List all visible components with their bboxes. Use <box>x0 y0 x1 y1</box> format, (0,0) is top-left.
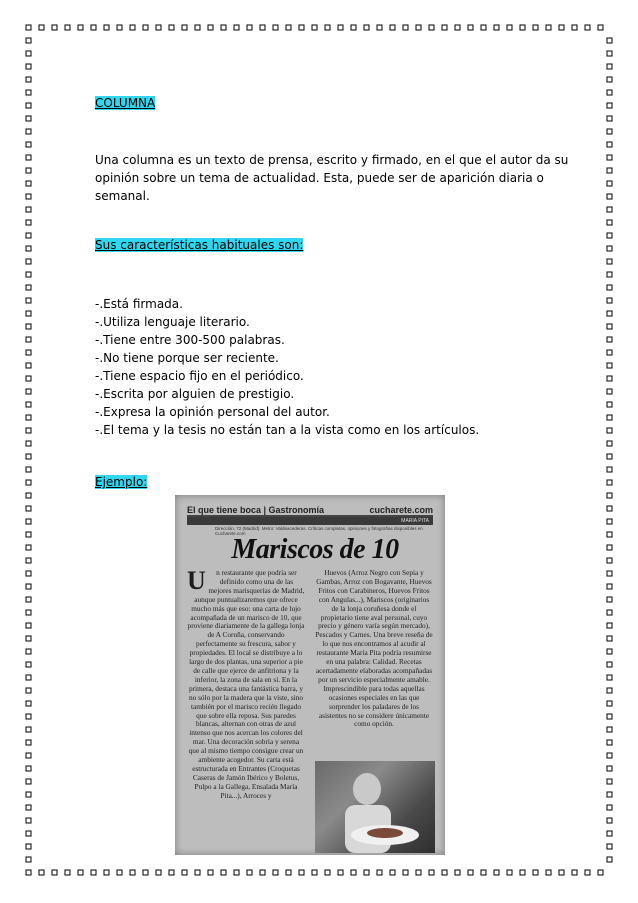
border-square <box>607 597 612 602</box>
border-square <box>26 545 31 550</box>
list-item: -.Tiene espacio fijo en el periódico. <box>95 369 304 383</box>
border-square <box>26 792 31 797</box>
border-square <box>26 454 31 459</box>
border-square <box>208 870 213 875</box>
border-square <box>607 350 612 355</box>
border-square <box>104 870 109 875</box>
border-square <box>26 376 31 381</box>
border-square <box>26 142 31 147</box>
border-square <box>299 870 304 875</box>
border-square <box>26 662 31 667</box>
border-square <box>607 636 612 641</box>
border-square <box>351 870 356 875</box>
border-square <box>607 740 612 745</box>
border-square <box>26 753 31 758</box>
border-square <box>494 25 499 30</box>
border-square <box>607 168 612 173</box>
border-square <box>390 870 395 875</box>
border-square <box>221 25 226 30</box>
border-square <box>78 25 83 30</box>
newspaper-clipping-image <box>175 495 445 855</box>
border-square <box>143 25 148 30</box>
intro-paragraph: Una columna es un texto de prensa, escrito y firmado, en el que el autor da su opinión sobre un tema de actualidad. Esta, puede ser de aparición diaria o semanal. <box>95 153 569 203</box>
border-square <box>520 870 525 875</box>
border-square <box>377 870 382 875</box>
border-square <box>26 610 31 615</box>
border-square <box>26 324 31 329</box>
border-square <box>26 467 31 472</box>
border-square <box>607 220 612 225</box>
border-square <box>221 870 226 875</box>
border-square <box>286 25 291 30</box>
border-square <box>585 870 590 875</box>
border-square <box>26 220 31 225</box>
border-square <box>607 207 612 212</box>
border-square <box>607 389 612 394</box>
characteristics-heading <box>95 236 303 254</box>
border-square <box>607 766 612 771</box>
border-square <box>26 77 31 82</box>
clipping-header <box>187 501 433 517</box>
border-square <box>26 64 31 69</box>
border-square <box>607 428 612 433</box>
border-square <box>533 870 538 875</box>
border-square <box>607 545 612 550</box>
border-square <box>26 155 31 160</box>
border-square <box>481 25 486 30</box>
border-square <box>607 272 612 277</box>
border-square <box>607 623 612 628</box>
list-item: -.Utiliza lenguaje literario. <box>95 315 250 329</box>
border-square <box>442 870 447 875</box>
border-square <box>607 818 612 823</box>
border-square <box>26 233 31 238</box>
border-square <box>607 610 612 615</box>
border-square <box>169 870 174 875</box>
clipping-right-column: Huevos (Arroz Negro con Sepia y Gambas, Arroz con Bogavante, Huevos Fritos con Carabineros, Huevos Fritos con Angulas...), Mariscos (originarios de la lonja coruñesa donde el propietario tiene aval personal, cuyo precio y género varía según mercado), Pescados y Carnes. Una breve reseña de lo que nos encontramos al acudir al restaurante María Pita podría resumirse en una palabra: Calidad. Recetas acertadamente elaboradas acompañadas por un servicio especialmente amable. Imprescindible para todas aquellas ocasiones especiales en las que sorprender los paladares de los asistentes no se considere únicamente como opción. <box>315 569 433 729</box>
border-square <box>26 688 31 693</box>
border-square <box>607 675 612 680</box>
border-square <box>26 623 31 628</box>
border-square <box>273 870 278 875</box>
border-square <box>26 402 31 407</box>
border-square <box>52 870 57 875</box>
border-square <box>364 25 369 30</box>
border-square <box>607 701 612 706</box>
border-square <box>26 766 31 771</box>
border-square <box>26 636 31 641</box>
border-square <box>607 246 612 251</box>
border-square <box>585 25 590 30</box>
border-square <box>607 662 612 667</box>
border-square <box>247 870 252 875</box>
clipping-header-left: El que tiene boca | Gastronomía <box>187 505 325 515</box>
border-square <box>338 870 343 875</box>
border-square <box>91 25 96 30</box>
list-item: -.Expresa la opinión personal del autor. <box>95 405 330 419</box>
border-square <box>607 181 612 186</box>
border-square <box>195 25 200 30</box>
border-square <box>607 402 612 407</box>
border-square <box>429 25 434 30</box>
border-square <box>273 25 278 30</box>
border-square <box>607 116 612 121</box>
border-square <box>26 857 31 862</box>
border-square <box>26 506 31 511</box>
border-square <box>546 25 551 30</box>
border-square <box>607 441 612 446</box>
border-square <box>91 870 96 875</box>
border-square <box>607 454 612 459</box>
border-square <box>234 25 239 30</box>
border-square <box>607 649 612 654</box>
border-square <box>607 805 612 810</box>
border-square <box>607 298 612 303</box>
border-square <box>26 311 31 316</box>
border-square <box>468 870 473 875</box>
border-square <box>607 688 612 693</box>
border-square <box>607 233 612 238</box>
border-square <box>607 714 612 719</box>
border-square <box>26 714 31 719</box>
border-square <box>26 818 31 823</box>
border-square <box>607 532 612 537</box>
border-square <box>607 571 612 576</box>
border-square <box>26 870 31 875</box>
list-item: -.No tiene porque ser reciente. <box>95 351 279 365</box>
list-item: -.El tema y la tesis no están tan a la vista como en los artículos. <box>95 423 480 437</box>
border-square <box>607 103 612 108</box>
border-square <box>26 51 31 56</box>
border-square <box>26 675 31 680</box>
border-square <box>607 155 612 160</box>
border-square <box>182 25 187 30</box>
border-square <box>26 103 31 108</box>
border-square <box>607 64 612 69</box>
border-square <box>26 246 31 251</box>
border-square <box>26 805 31 810</box>
border-square <box>598 25 603 30</box>
border-square <box>26 25 31 30</box>
border-square <box>26 168 31 173</box>
border-square <box>39 870 44 875</box>
list-item: -.Tiene entre 300-500 palabras. <box>95 333 285 347</box>
border-square <box>416 870 421 875</box>
clipping-header-right: cucharete.com <box>369 505 433 515</box>
border-square <box>338 25 343 30</box>
border-square <box>533 25 538 30</box>
border-square <box>468 25 473 30</box>
border-square <box>325 25 330 30</box>
border-square <box>26 298 31 303</box>
border-square <box>26 532 31 537</box>
page-title-text: COLUMNA <box>95 96 156 110</box>
border-square <box>607 467 612 472</box>
border-square <box>403 870 408 875</box>
characteristics-heading-text: Sus características habituales son: <box>95 238 304 252</box>
border-square <box>156 870 161 875</box>
border-square <box>26 480 31 485</box>
border-square <box>455 870 460 875</box>
characteristics-list <box>95 295 479 439</box>
border-square <box>390 25 395 30</box>
border-square <box>143 870 148 875</box>
border-square <box>607 129 612 134</box>
border-square <box>607 51 612 56</box>
example-label <box>95 473 147 491</box>
border-square <box>607 519 612 524</box>
border-square <box>26 597 31 602</box>
border-square <box>559 870 564 875</box>
border-square <box>607 493 612 498</box>
border-square <box>52 25 57 30</box>
border-square <box>26 558 31 563</box>
border-square <box>130 25 135 30</box>
border-square <box>607 584 612 589</box>
border-square <box>26 129 31 134</box>
border-square <box>130 870 135 875</box>
border-square <box>377 25 382 30</box>
border-square <box>607 792 612 797</box>
border-square <box>607 376 612 381</box>
border-square <box>65 870 70 875</box>
list-item: -.Está firmada. <box>95 297 183 311</box>
border-square <box>494 870 499 875</box>
border-square <box>607 337 612 342</box>
border-square <box>607 311 612 316</box>
border-square <box>26 649 31 654</box>
border-square <box>607 259 612 264</box>
border-square <box>26 207 31 212</box>
border-square <box>607 363 612 368</box>
border-square <box>26 259 31 264</box>
clipping-left-column <box>187 569 305 851</box>
border-square <box>598 870 603 875</box>
border-square <box>607 844 612 849</box>
example-label-text: Ejemplo: <box>95 475 148 489</box>
border-square <box>26 584 31 589</box>
border-square <box>312 870 317 875</box>
border-square <box>247 25 252 30</box>
border-square <box>559 25 564 30</box>
border-square <box>39 25 44 30</box>
clipping-photo <box>315 761 435 853</box>
border-square <box>442 25 447 30</box>
border-square <box>607 77 612 82</box>
border-square <box>26 493 31 498</box>
border-square <box>325 870 330 875</box>
border-square <box>26 428 31 433</box>
border-square <box>607 415 612 420</box>
border-square <box>607 194 612 199</box>
clipping-section-bar: MARIA PITA <box>187 517 433 525</box>
border-square <box>299 25 304 30</box>
border-square <box>78 870 83 875</box>
border-square <box>182 870 187 875</box>
border-square <box>169 25 174 30</box>
border-square <box>351 25 356 30</box>
border-square <box>234 870 239 875</box>
border-square <box>26 350 31 355</box>
border-square <box>104 25 109 30</box>
border-square <box>403 25 408 30</box>
border-square <box>607 831 612 836</box>
border-square <box>208 25 213 30</box>
border-square <box>607 753 612 758</box>
border-square <box>607 727 612 732</box>
border-square <box>26 285 31 290</box>
border-square <box>26 38 31 43</box>
border-square <box>26 727 31 732</box>
border-square <box>26 740 31 745</box>
border-square <box>26 194 31 199</box>
border-square <box>572 870 577 875</box>
border-square <box>607 324 612 329</box>
border-square <box>156 25 161 30</box>
border-square <box>455 25 460 30</box>
border-square <box>607 38 612 43</box>
border-square <box>520 25 525 30</box>
border-square <box>607 480 612 485</box>
border-square <box>117 25 122 30</box>
page-title <box>95 94 155 112</box>
border-square <box>26 116 31 121</box>
border-square <box>312 25 317 30</box>
border-square <box>117 870 122 875</box>
border-square <box>546 870 551 875</box>
border-square <box>26 441 31 446</box>
border-square <box>26 90 31 95</box>
border-square <box>607 285 612 290</box>
clipping-dropcap: U <box>187 569 206 595</box>
border-square <box>572 25 577 30</box>
border-square <box>26 363 31 368</box>
clipping-meta: Dirección, 72 (Madrid). Metro: Valdeacederas. Críticas completas, opiniones y fotografías disponibles en Cucharete.com <box>215 526 423 536</box>
border-square <box>26 779 31 784</box>
border-square <box>507 870 512 875</box>
border-square <box>507 25 512 30</box>
border-square <box>26 844 31 849</box>
border-square <box>65 25 70 30</box>
border-square <box>26 272 31 277</box>
border-square <box>481 870 486 875</box>
border-square <box>26 831 31 836</box>
border-square <box>607 506 612 511</box>
list-item: -.Escrita por alguien de prestigio. <box>95 387 295 401</box>
border-square <box>26 519 31 524</box>
border-square <box>260 870 265 875</box>
border-square <box>260 25 265 30</box>
border-square <box>26 181 31 186</box>
border-square <box>607 779 612 784</box>
border-square <box>26 415 31 420</box>
border-square <box>607 90 612 95</box>
border-square <box>416 25 421 30</box>
border-square <box>364 870 369 875</box>
border-square <box>607 142 612 147</box>
border-square <box>286 870 291 875</box>
border-square <box>26 389 31 394</box>
border-square <box>607 857 612 862</box>
clipping-title: Mariscos de 10 <box>231 534 399 565</box>
border-square <box>607 558 612 563</box>
border-square <box>26 571 31 576</box>
clipping-left-text: n restaurante que podría ser definido como una de las mejores marisquerías de Madrid, aunque puntualizaremos que ofrece mucho más que eso: una carta de lujo acompañada de un marisco de 10, que proviene diariamente de la gallega lonja de A Coruña, conservando perfectamente su frescura, sabor y propiedades. El local se distribuye a lo largo de dos plantas, una superior a pie de calle que ejerce de anfitriona y la inferior, la zona de sala en sí. En la primera, destaca una fantástica barra, y no sólo por la madera que la viste, sino también por el marisco recién llegado que sobre ella reposa. Sus paredes blancas, alternan con otras de azul intenso que nos acercan los colores del mar. Una decoración sobria y serena que al mismo tiempo consigue crear un ambiente acogedor. Su carta está estructurada en Entrantes (Croquetas Caseras de Jamón Ibérico y Boletus, Pulpo a la Gallega, Ensalada María Pita...), Arroces y <box>187 569 305 800</box>
border-square <box>429 870 434 875</box>
border-square <box>26 701 31 706</box>
border-square <box>195 870 200 875</box>
border-square <box>26 337 31 342</box>
